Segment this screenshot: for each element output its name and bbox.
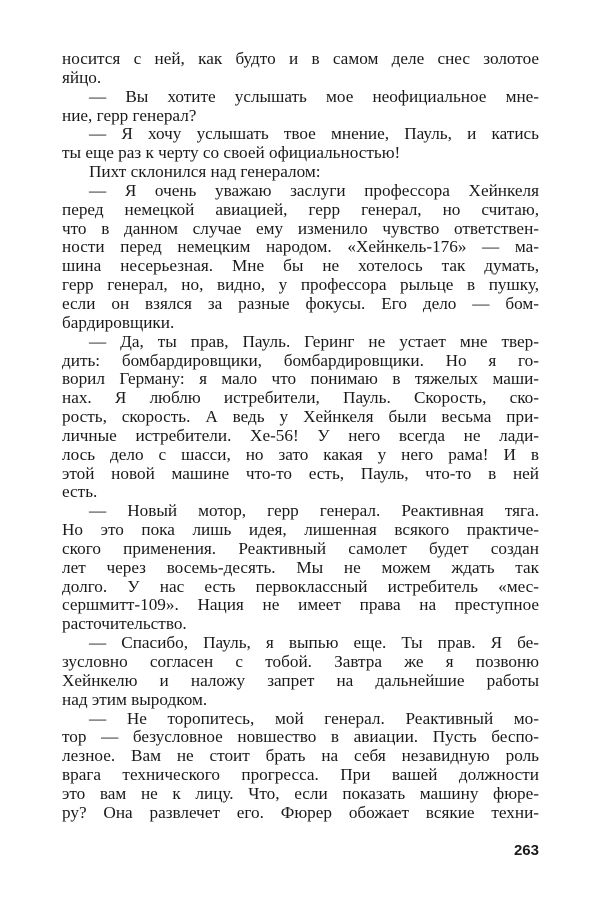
text-line: — Вы хотите услышать мое неофициальное мне- [89,87,539,106]
text-line: есть. [62,483,98,502]
text-line: ности перед немецким народом. «Хейнкель-176» — ма- [62,238,539,257]
text-line: — Новый мотор, герр генерал. Реактивная тяга. [89,502,539,521]
text-line: этой новой машине что-то есть, Пауль, что-то в ней [62,464,539,483]
text-line: ру? Она развлечет его. Фюрер обожает всякие техни- [62,803,539,822]
text-line: нах. Я люблю истребители, Пауль. Скорость, ско- [62,389,539,408]
text-line: шина несерьезная. Мне бы не хотелось так думать, [62,257,539,276]
text-line: если он взялся за разные фокусы. Его дело — бом- [62,294,539,313]
text-line: ворил Герману: я мало что понимаю в тяжелых маши- [62,370,539,389]
text-line: лезное. Вам не стоит брать на себя незавидную роль [62,747,539,766]
text-line: — Не торопитесь, мой генерал. Реактивный мо- [89,709,539,728]
page-body-text [62,50,539,823]
text-line: над этим выродком. [62,690,208,709]
text-line: расточительство. [62,615,187,634]
text-line: — Спасибо, Пауль, я выпью еще. Ты прав. Я бе- [89,634,539,653]
text-line: лет через восемь-десять. Мы не можем ждать так [62,558,539,577]
text-line: лось дело с шасси, но зато какая у него рама! И в [62,445,539,464]
text-line: зусловно согласен с тобой. Завтра же я позвоню [62,653,539,671]
text-line: дить: бомбардировщики, бомбардировщики. Но я го- [62,351,539,370]
text-line: — Я хочу услышать твое мнение, Пауль, и катись [89,125,539,144]
text-line: ского применения. Реактивный самолет будет создан [62,539,539,558]
text-line: Хейнкелю и наложу запрет на дальнейшие работы [62,671,539,690]
page-number: 263 [513,842,539,859]
text-line: это вам не к лицу. Что, если показать машину фюре- [62,784,539,803]
text-line: — Я очень уважаю заслуги профессора Хейнкеля [89,181,539,200]
text-line: яйцо. [62,68,102,87]
text-line: Но это пока лишь идея, лишенная всякого практиче- [62,521,539,540]
text-line: врага технического прогресса. При вашей должности [62,766,539,785]
text-line: — Да, ты прав, Пауль. Геринг не устает мне твер- [89,332,539,351]
text-line: перед немецкой авиацией, герр генерал, но считаю, [62,200,539,219]
text-line: что в данном случае ему изменило чувство ответствен- [62,219,539,238]
text-line: герр генерал, но, видно, у профессора рыльце в пушку, [62,276,539,295]
text-line: сершмитт-109». Нация не имеет права на преступное [62,596,539,615]
text-line: долго. У нас есть первоклассный истребитель «мес- [62,577,539,596]
text-line: носится с ней, как будто и в самом деле снес золотое [62,50,539,68]
text-line: ние, герр генерал? [62,106,197,125]
text-line: личные истребители. Хе-56! У него всегда не лади- [62,426,539,445]
text-line: Пихт склонился над генералом: [89,163,321,182]
text-line: тор — безусловное новшество в авиации. Пусть беспо- [62,728,539,747]
text-line: рость, скорость. А ведь у Хейнкеля были весьма при- [62,408,539,427]
text-line: бардировщики. [62,313,175,332]
text-line: ты еще раз к черту со своей официальностью! [62,144,401,163]
